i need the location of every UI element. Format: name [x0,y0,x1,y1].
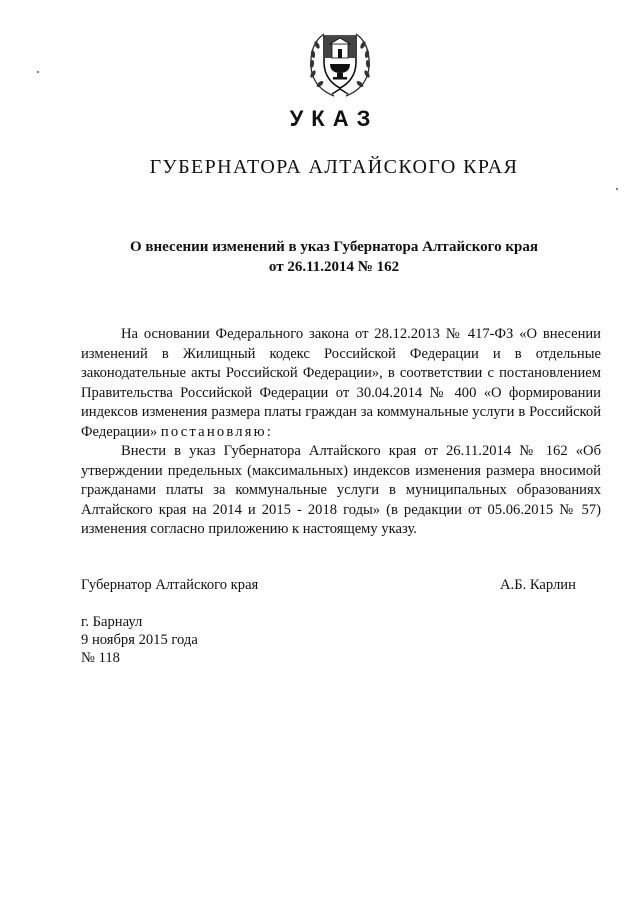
body-paragraph-2: Внести в указ Губернатора Алтайского края от 26.11.2014 № 162 «Об утверждении предельных (максимальных) индексов изменения размера вносимой гражданами платы за коммунальные услуги в муниципальных образованиях Алтайского края на 2014 и 2015 - 2018 годы» (в редакции от 05.06.2015 № 57) изменения согласно приложению к настоящему указу. [81,443,601,537]
scan-speck [616,188,618,190]
body-paragraph-1 [81,325,601,442]
document-footer [81,613,198,667]
document-body [81,325,601,540]
document-type-title: УКАЗ [289,106,379,131]
footer-city: г. Барнаул [81,614,143,630]
signatory-position: Губернатор Алтайского края [81,577,259,593]
subject-line-2: от 26.11.2014 № 162 [268,259,400,275]
subject-line-1: О внесении изменений в указ Губернатора Алтайского края [130,239,538,255]
paragraph-1-text: На основании Федерального закона от 28.12.2013 № 417-ФЗ «О внесении изменений в Жилищный кодекс Российской Федерации и в отдельные законодательные акты Российской Федерации», в соответствии с постановлением Правительства Российской Федерации от 30.04.2014 № 400 «О формировании индексов изменения размера платы граждан за коммунальные услуги в Российской Федерации» [81,326,601,440]
issuer-title: ГУБЕРНАТОРА АЛТАЙСКОГО КРАЯ [149,156,519,178]
decree-word: постановляю: [160,423,274,440]
coat-of-arms-icon [300,22,380,100]
document-subject [0,237,640,277]
signatory-name: А.Б. Карлин [500,577,576,593]
footer-date: 9 ноября 2015 года [81,632,198,648]
scan-speck [37,71,39,73]
footer-number: № 118 [81,650,120,666]
